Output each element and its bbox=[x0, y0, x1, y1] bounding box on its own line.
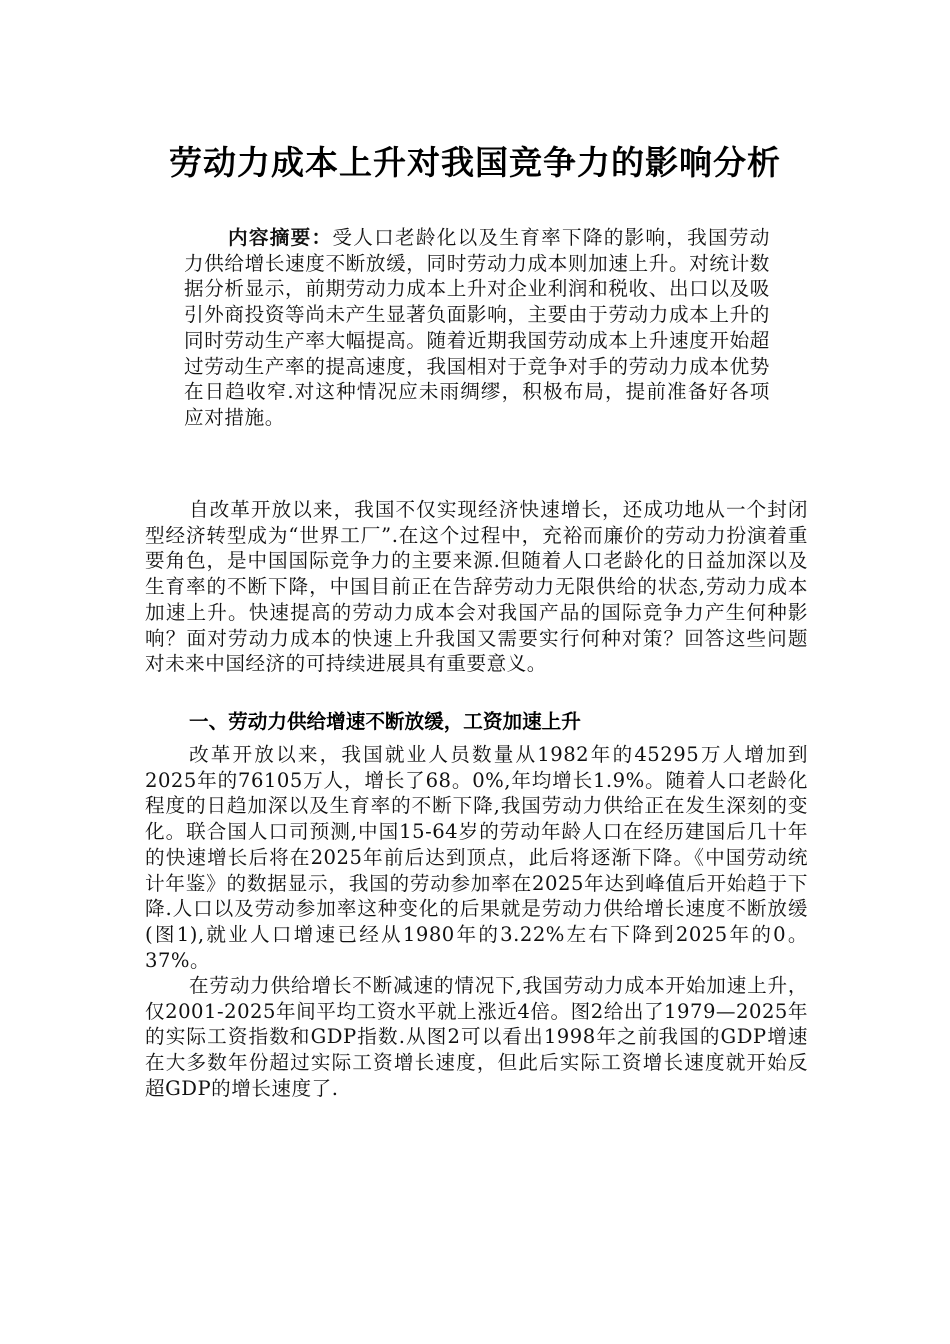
section-heading: 一、劳动力供给增速不断放缓，工资加速上升 bbox=[189, 710, 581, 733]
abstract-label: 内容摘要： bbox=[228, 226, 333, 249]
page-title: 劳动力成本上升对我国竞争力的影响分析 bbox=[169, 143, 781, 183]
body-paragraph: 在劳动力供给增长不断减速的情况下,我国劳动力成本开始加速上升，仅2001-2025年间平均工资水平就上涨近4倍。图2给出了1979—2025年的实际工资指数和GDP指数.从图2可以看出1998年之前我国的GDP增速在大多数年份超过实际工资增长速度，但此后实际工资增长速度就开始反超GDP的增长速度了. bbox=[145, 974, 808, 1100]
abstract bbox=[184, 225, 770, 431]
abstract-text: 受人口老龄化以及生育率下降的影响，我国劳动力供给增长速度不断放缓，同时劳动力成本则加速上升。对统计数据分析显示，前期劳动力成本上升对企业利润和税收、出口以及吸引外商投资等尚未产生显著负面影响，主要由于劳动力成本上升的同时劳动生产率大幅提高。随着近期我国劳动成本上升速度开始超过劳动生产率的提高速度，我国相对于竞争对手的劳动力成本优势在日趋收窄.对这种情况应未雨绸缪，积极布局，提前准备好各项应对措施。 bbox=[184, 226, 770, 429]
body-paragraph: 改革开放以来，我国就业人员数量从1982年的45295万人增加到2025年的76105万人，增长了68。0%,年均增长1.9%。随着人口老龄化程度的日趋加深以及生育率的不断下降,我国劳动力供给正在发生深刻的变化。联合国人口司预测,中国15-64岁的劳动年龄人口在经历建国后几十年的快速增长后将在2025年前后达到顶点，此后将逐渐下降。《中国劳动统计年鉴》的数据显示，我国的劳动参加率在2025年达到峰值后开始趋于下降.人口以及劳动参加率这种变化的后果就是劳动力供给增长速度不断放缓(图1),就业人口增速已经从1980年的3.22%左右下降到2025年的0。37%。 bbox=[145, 743, 808, 972]
intro-paragraph: 自改革开放以来，我国不仅实现经济快速增长，还成功地从一个封闭型经济转型成为“世界工厂”.在这个过程中，充裕而廉价的劳动力扮演着重要角色，是中国国际竞争力的主要来源.但随着人口老龄化的日益加深以及生育率的不断下降，中国目前正在告辞劳动力无限供给的状态,劳动力成本加速上升。快速提高的劳动力成本会对我国产品的国际竞争力产生何种影响？面对劳动力成本的快速上升我国又需要实行何种对策？回答这些问题对未来中国经济的可持续进展具有重要意义。 bbox=[145, 498, 808, 676]
